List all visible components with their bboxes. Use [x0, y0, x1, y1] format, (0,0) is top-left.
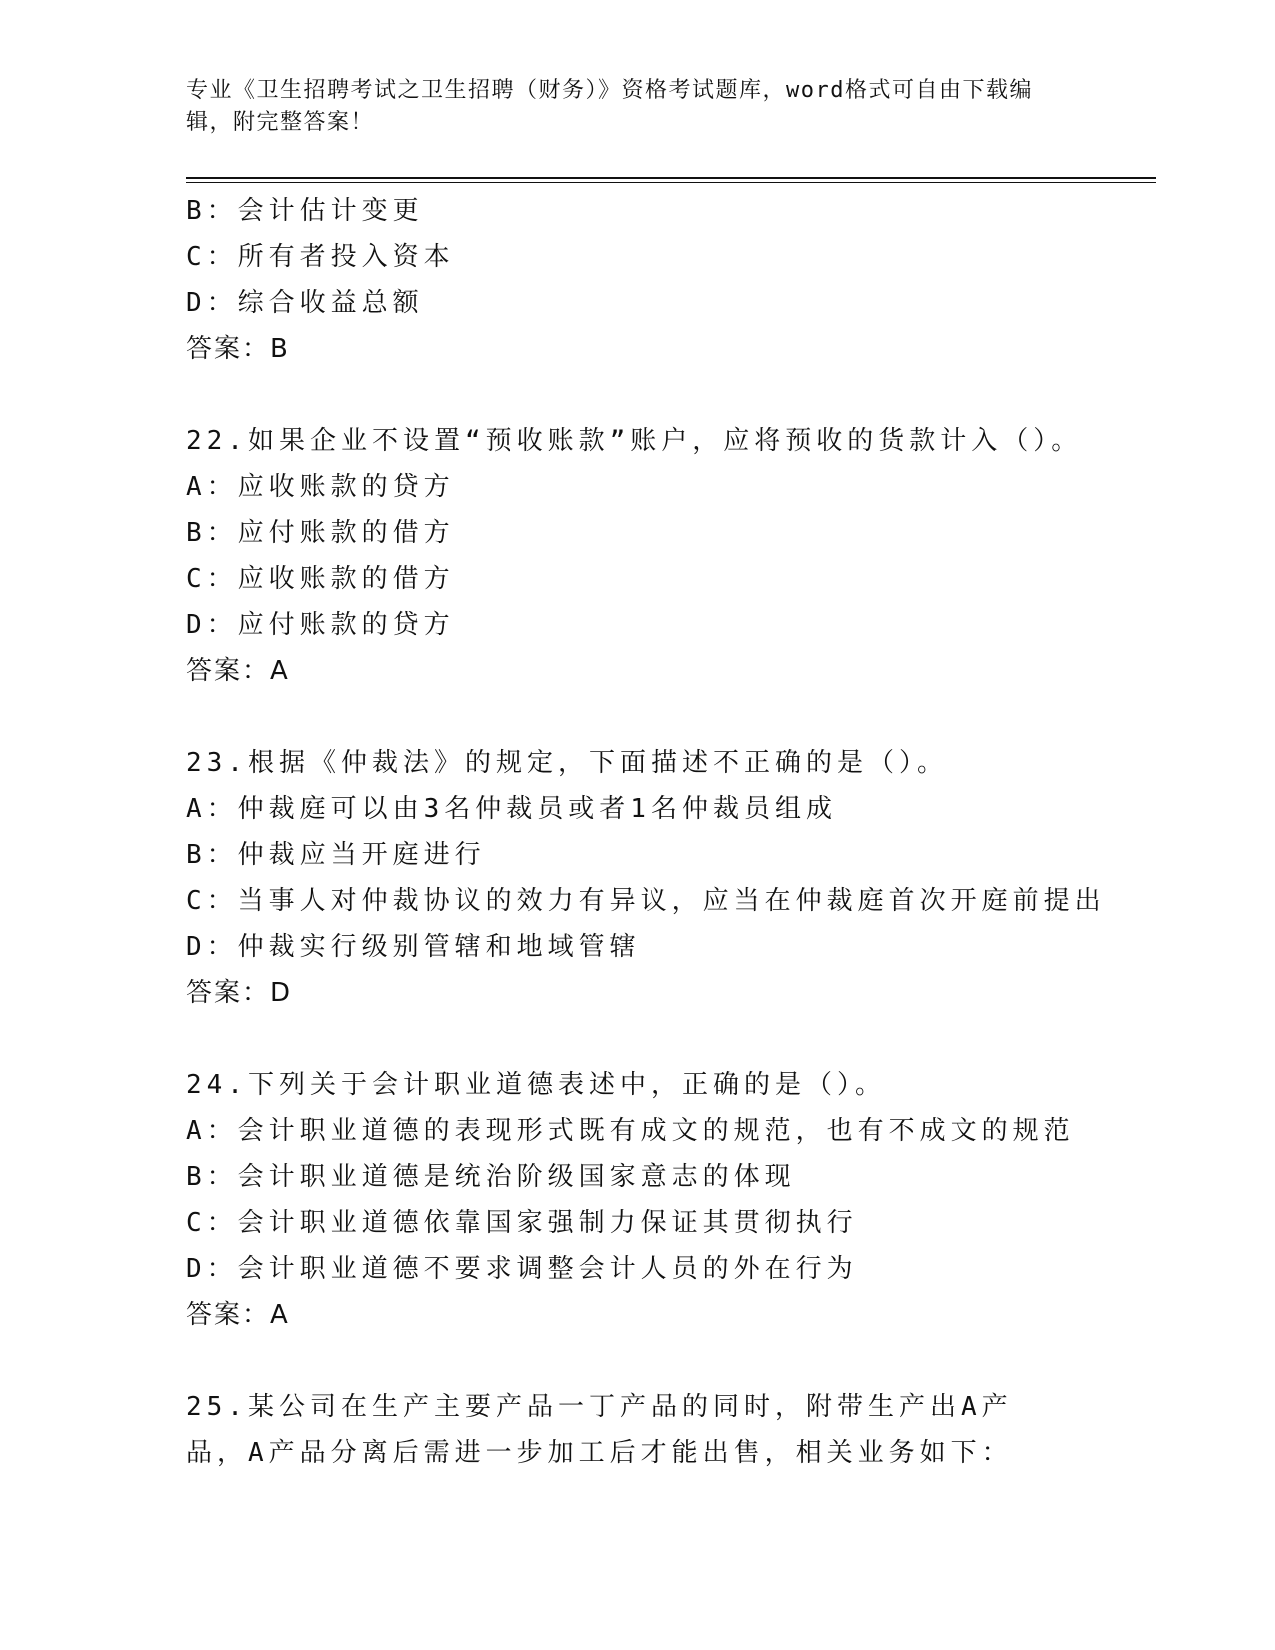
- question-text: 23.根据《仲裁法》的规定，下面描述不正确的是（）。: [186, 748, 948, 778]
- question-21-partial: [186, 188, 1146, 372]
- option-c: C：会计职业道德依靠国家强制力保证其贯彻执行: [186, 1208, 858, 1238]
- question-list: [186, 188, 1146, 1476]
- option-b: B：仲裁应当开庭进行: [186, 840, 486, 870]
- option-c: C：当事人对仲裁协议的效力有异议，应当在仲裁庭首次开庭前提出: [186, 886, 1106, 916]
- document-header: 专业《卫生招聘考试之卫生招聘（财务）》资格考试题库，word格式可自由下载编辑，附完整答案！: [186, 78, 1033, 135]
- answer: 答案：D: [186, 978, 293, 1008]
- option-a: A：会计职业道德的表现形式既有成文的规范，也有不成文的规范: [186, 1116, 1075, 1146]
- option-a: A：应收账款的贷方: [186, 472, 455, 502]
- option-d: D：会计职业道德不要求调整会计人员的外在行为: [186, 1254, 858, 1284]
- option-a: A：仲裁庭可以由3名仲裁员或者1名仲裁员组成: [186, 794, 837, 824]
- option-b: B：会计职业道德是统治阶级国家意志的体现: [186, 1162, 796, 1192]
- option-d: D：仲裁实行级别管辖和地域管辖: [186, 932, 641, 962]
- header-divider-thin: [186, 182, 1156, 183]
- option-c: C：应收账款的借方: [186, 564, 455, 594]
- question-text: 24.下列关于会计职业道德表述中，正确的是（）。: [186, 1070, 886, 1100]
- option-d: D：综合收益总额: [186, 288, 424, 318]
- question-24: [186, 1062, 1146, 1338]
- question-25: [186, 1384, 1146, 1476]
- question-23: [186, 740, 1146, 1016]
- question-text: 25.某公司在生产主要产品一丁产品的同时，附带生产出A产品，A产品分离后需进一步加工后才能出售，相关业务如下：: [186, 1392, 1013, 1468]
- answer: 答案：B: [186, 334, 290, 364]
- option-b: B：应付账款的借方: [186, 518, 455, 548]
- question-22: [186, 418, 1146, 694]
- answer: 答案：A: [186, 656, 290, 686]
- answer: 答案：A: [186, 1300, 290, 1330]
- question-text: 22.如果企业不设置“预收账款”账户，应将预收的货款计入（）。: [186, 426, 1083, 456]
- option-d: D：应付账款的贷方: [186, 610, 455, 640]
- option-b: B：会计估计变更: [186, 196, 424, 226]
- header-divider-thick: [186, 177, 1156, 179]
- option-c: C：所有者投入资本: [186, 242, 455, 272]
